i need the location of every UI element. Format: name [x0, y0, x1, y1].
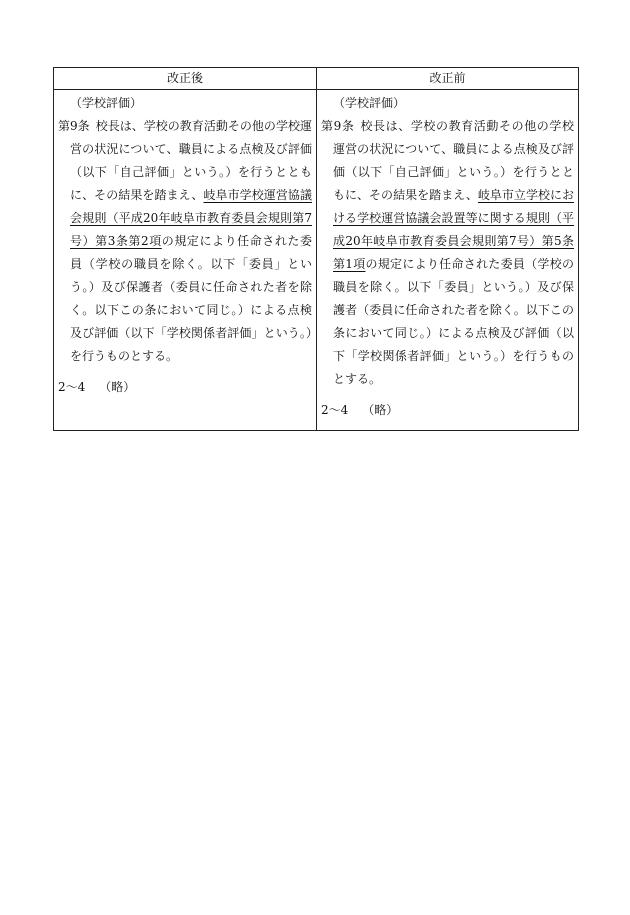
article-text-part-2: の規定により任命された委員（学校の職員を除く。以下「委員」という。）及び保護者（委員に任命された者を除く。以下この条において同じ。）による点検及び評価（以下「学校関係者評価」という。）を行うものとする。	[70, 234, 312, 363]
omitted-paragraphs	[321, 399, 574, 422]
article-number: 第9条	[58, 119, 90, 133]
table-header-row	[54, 68, 579, 90]
amended-text: 岐阜市学校運営協議会規則（平成20年岐阜市教育委員会規則第7号）第3条第2項	[70, 188, 312, 248]
article-text-part-1: 校長は、学校の教育活動その他の学校運営の状況について、職員による点検及び評価（以下「自己評価」という。）を行うとともに、その結果を踏まえ、	[70, 119, 312, 202]
omitted-label: （略）	[362, 403, 399, 417]
article-text-part-2: の規定により任命された委員（学校の職員を除く。以下「委員」という。）及び保護者（委員に任命された者を除く。以下この条において同じ。）による点検及び評価（以下「学校関係者評価」という。）を行うものとする。	[333, 257, 574, 386]
article-number: 第9条	[321, 119, 355, 133]
amendment-comparison-table	[53, 67, 579, 431]
after-amendment-cell	[54, 90, 317, 431]
before-amendment-cell	[317, 90, 579, 431]
paragraphs-ref: 2〜4	[58, 380, 86, 394]
omitted-paragraphs	[58, 376, 312, 399]
article-text	[58, 115, 312, 368]
amended-text: 岐阜市立学校における学校運営協議会設置等に関する規則（平成20年岐阜市教育委員会規則第7号）第5条第1項	[333, 188, 574, 271]
header-before-amendment: 改正前	[317, 68, 579, 90]
article-text	[321, 115, 574, 391]
article-heading: （学校評価）	[70, 96, 143, 110]
omitted-label: （略）	[99, 380, 136, 394]
table-body-row	[54, 90, 579, 431]
article-heading: （学校評価）	[333, 96, 406, 110]
article-text-part-1: 校長は、学校の教育活動その他の学校運営の状況について、職員による点検及び評価（以下「自己評価」という。）を行うとともに、その結果を踏まえ、	[333, 119, 574, 202]
header-after-amendment: 改正後	[54, 68, 317, 90]
paragraphs-ref: 2〜4	[321, 403, 349, 417]
